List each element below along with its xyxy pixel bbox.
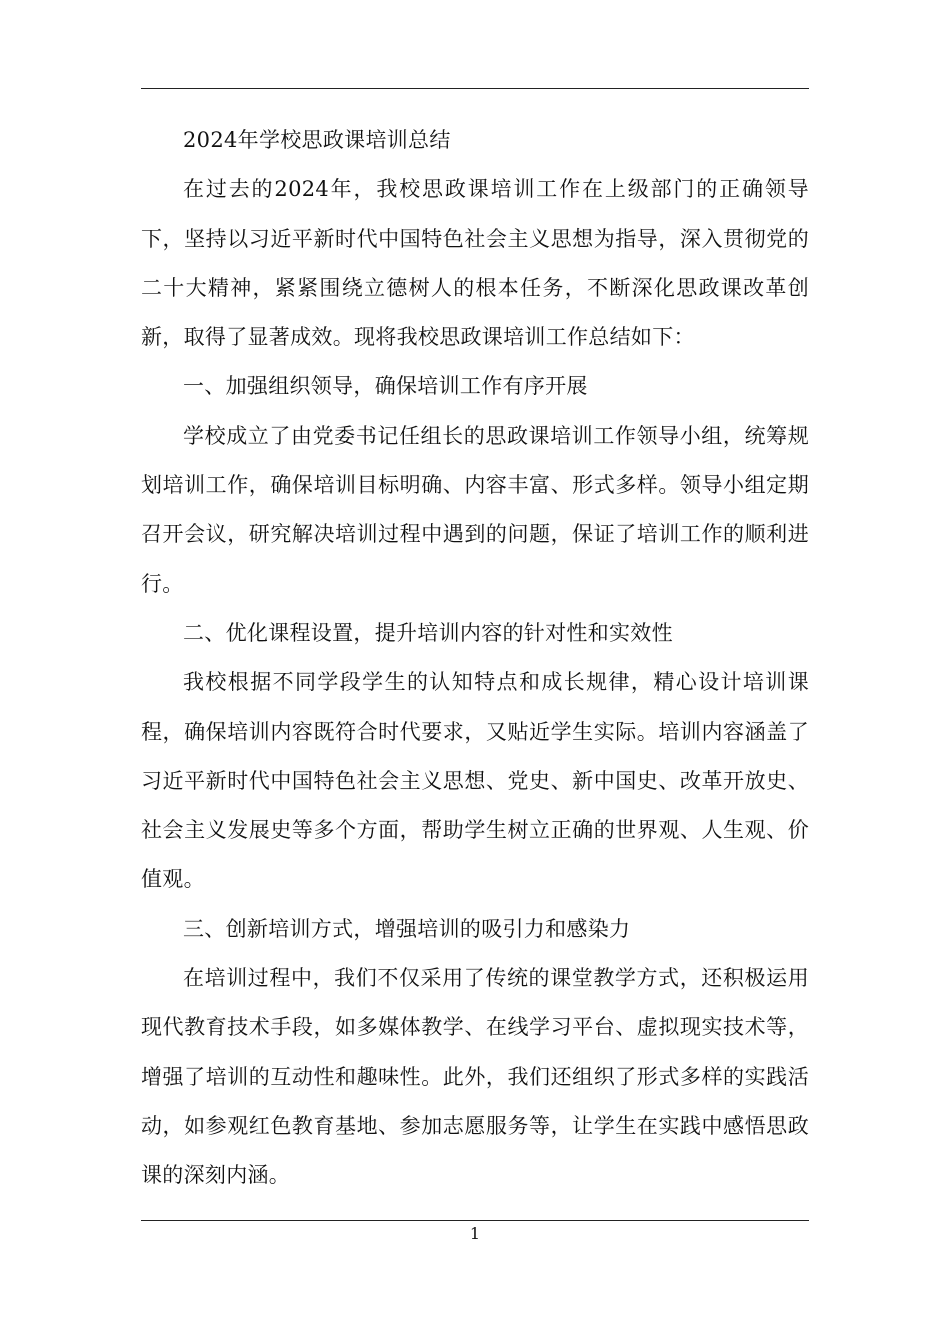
paragraph-section-1: 学校成立了由党委书记任组长的思政课培训工作领导小组，统筹规划培训工作，确保培训目标明确、内容丰富、形式多样。领导小组定期召开会议，研究解决培训过程中遇到的问题，保证了培训工作的顺利进行。 [141, 423, 809, 596]
document-body [141, 116, 809, 1201]
header-rule [141, 88, 809, 89]
paragraph-section-3: 在培训过程中，我们不仅采用了传统的课堂教学方式，还积极运用现代教育技术手段，如多媒体教学、在线学习平台、虚拟现实技术等，增强了培训的互动性和趣味性。此外，我们还组织了形式多样的实践活动，如参观红色教育基地、参加志愿服务等，让学生在实践中感悟思政课的深刻内涵。 [141, 966, 809, 1188]
section-heading-1: 一、加强组织领导，确保培训工作有序开展 [183, 374, 588, 399]
paragraph-section-2: 我校根据不同学段学生的认知特点和成长规律，精心设计培训课程，确保培训内容既符合时代要求，又贴近学生实际。培训内容涵盖了习近平新时代中国特色社会主义思想、党史、新中国史、改革开放史、社会主义发展史等多个方面，帮助学生树立正确的世界观、人生观、价值观。 [141, 670, 809, 892]
page-number: 1 [469, 1224, 481, 1243]
document-title: 2024年学校思政课培训总结 [183, 128, 451, 152]
footer-rule [141, 1220, 809, 1221]
section-heading-2: 二、优化课程设置，提升培训内容的针对性和实效性 [183, 620, 673, 645]
section-heading-3: 三、创新培训方式，增强培训的吸引力和感染力 [183, 916, 631, 941]
paragraph-intro: 在过去的2024年，我校思政课培训工作在上级部门的正确领导下，坚持以习近平新时代中国特色社会主义思想为指导，深入贯彻党的二十大精神，紧紧围绕立德树人的根本任务，不断深化思政课改革创新，取得了显著成效。现将我校思政课培训工作总结如下： [141, 177, 809, 350]
